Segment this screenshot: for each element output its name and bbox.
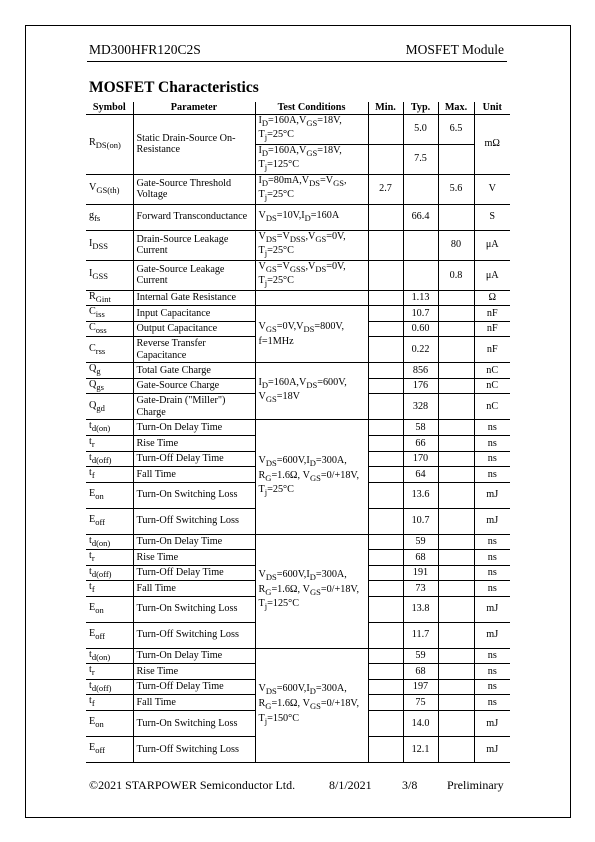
typ-cell: 14.0 (403, 710, 438, 736)
min-cell (368, 420, 403, 436)
symbol-cell: $g_{fs}$ (86, 204, 133, 230)
min-cell (368, 363, 403, 379)
unit-cell: ns (474, 679, 510, 695)
symbol-cell: $t_r$ (86, 550, 133, 566)
parameter-cell: Turn-Off Switching Loss (133, 736, 255, 762)
symbol-cell: $t_r$ (86, 664, 133, 680)
typ-cell: 58 (403, 420, 438, 436)
unit-cell: nF (474, 306, 510, 322)
min-cell (368, 321, 403, 337)
min-cell (368, 144, 403, 174)
col-symbol: Symbol (86, 102, 133, 114)
part-number: MD300HFR120C2S (89, 42, 201, 57)
header-rule (87, 61, 507, 62)
min-cell (368, 260, 403, 290)
typ-cell (403, 230, 438, 260)
max-cell: 0.8 (438, 260, 474, 290)
max-cell (438, 420, 474, 436)
max-cell (438, 467, 474, 483)
typ-cell: 328 (403, 394, 438, 420)
parameter-cell: Static Drain-Source On-Resistance (133, 114, 255, 174)
parameter-cell: Rise Time (133, 436, 255, 452)
parameter-cell: Internal Gate Resistance (133, 290, 255, 306)
max-cell (438, 534, 474, 550)
max-cell (438, 378, 474, 394)
module-type: MOSFET Module (405, 42, 504, 57)
parameter-cell: Fall Time (133, 581, 255, 597)
min-cell (368, 508, 403, 534)
symbol-cell: $Q_g$ (86, 363, 133, 379)
col-parameter: Parameter (133, 102, 255, 114)
typ-cell: 11.7 (403, 622, 438, 648)
symbol-cell: $t_{d(off)}$ (86, 451, 133, 467)
min-cell (368, 596, 403, 622)
typ-cell (403, 260, 438, 290)
max-cell (438, 337, 474, 363)
symbol-cell: $t_r$ (86, 436, 133, 452)
parameter-cell: Total Gate Charge (133, 363, 255, 379)
parameter-cell: Rise Time (133, 664, 255, 680)
col-test-conditions: Test Conditions (255, 102, 368, 114)
parameter-cell: Forward Transconductance (133, 204, 255, 230)
symbol-cell: $I_{DSS}$ (86, 230, 133, 260)
col-typ: Typ. (403, 102, 438, 114)
typ-cell: 0.22 (403, 337, 438, 363)
test-conditions-cell: $V_{GS}=V_{GSS},V_{DS}=0V$, $T_j=25^\circ C$ (255, 260, 368, 290)
unit-cell: μA (474, 260, 510, 290)
parameter-cell: Output Capacitance (133, 321, 255, 337)
min-cell (368, 664, 403, 680)
unit-cell: nC (474, 378, 510, 394)
page-number: 3/8 (402, 778, 418, 792)
min-cell (368, 695, 403, 711)
unit-cell: mJ (474, 596, 510, 622)
typ-cell: 197 (403, 679, 438, 695)
symbol-cell: $t_f$ (86, 467, 133, 483)
typ-cell: 856 (403, 363, 438, 379)
characteristics-table (86, 102, 510, 763)
test-conditions-cell: $V_{DS}=600V,I_D=300A$, $R_G=1.6\Omega$, $V_{GS}=0/+18V$, $T_j=150^\circ C$ (255, 648, 368, 762)
symbol-cell: $t_f$ (86, 581, 133, 597)
parameter-cell: Turn-Off Delay Time (133, 679, 255, 695)
table-row (86, 306, 510, 322)
max-cell: 5.6 (438, 174, 474, 204)
unit-cell: Ω (474, 290, 510, 306)
parameter-cell: Fall Time (133, 467, 255, 483)
min-cell (368, 114, 403, 144)
max-cell (438, 204, 474, 230)
max-cell (438, 622, 474, 648)
typ-cell (403, 174, 438, 204)
unit-cell: ns (474, 451, 510, 467)
unit-cell: ns (474, 534, 510, 550)
max-cell (438, 710, 474, 736)
test-conditions-cell: $I_D=160A,V_{DS}=600V$, $V_{GS}=18V$ (255, 363, 368, 420)
typ-cell: 13.6 (403, 482, 438, 508)
parameter-cell: Gate-Source Threshold Voltage (133, 174, 255, 204)
unit-cell: nC (474, 394, 510, 420)
table-row (86, 174, 510, 204)
typ-cell: 13.8 (403, 596, 438, 622)
col-unit: Unit (474, 102, 510, 114)
unit-cell: ns (474, 695, 510, 711)
unit-cell: nF (474, 337, 510, 363)
max-cell (438, 290, 474, 306)
max-cell (438, 144, 474, 174)
typ-cell: 59 (403, 648, 438, 664)
min-cell (368, 534, 403, 550)
unit-cell: ns (474, 420, 510, 436)
symbol-cell: $E_{on}$ (86, 710, 133, 736)
unit-cell: mJ (474, 622, 510, 648)
typ-cell: 73 (403, 581, 438, 597)
table-header-row (86, 102, 510, 114)
typ-cell: 176 (403, 378, 438, 394)
parameter-cell: Turn-On Switching Loss (133, 710, 255, 736)
table-row (86, 648, 510, 664)
max-cell (438, 550, 474, 566)
copyright: ©2021 STARPOWER Semiconductor Ltd. (89, 778, 296, 792)
typ-cell: 1.13 (403, 290, 438, 306)
symbol-cell: $I_{GSS}$ (86, 260, 133, 290)
typ-cell: 68 (403, 664, 438, 680)
max-cell (438, 596, 474, 622)
max-cell (438, 436, 474, 452)
min-cell (368, 736, 403, 762)
symbol-cell: $E_{off}$ (86, 736, 133, 762)
min-cell: 2.7 (368, 174, 403, 204)
typ-cell: 66.4 (403, 204, 438, 230)
typ-cell: 191 (403, 565, 438, 581)
table-row (86, 260, 510, 290)
unit-cell: ns (474, 648, 510, 664)
test-conditions-cell: $V_{DS}=10V,I_D=160A$ (255, 204, 368, 230)
symbol-cell: $C_{oss}$ (86, 321, 133, 337)
unit-cell: mΩ (474, 114, 510, 174)
unit-cell: ns (474, 550, 510, 566)
min-cell (368, 565, 403, 581)
unit-cell: V (474, 174, 510, 204)
symbol-cell: $E_{on}$ (86, 596, 133, 622)
unit-cell: S (474, 204, 510, 230)
parameter-cell: Turn-Off Switching Loss (133, 508, 255, 534)
symbol-cell: $E_{off}$ (86, 622, 133, 648)
max-cell (438, 508, 474, 534)
symbol-cell: $t_{d(on)}$ (86, 420, 133, 436)
min-cell (368, 622, 403, 648)
unit-cell: ns (474, 565, 510, 581)
symbol-cell: $t_{d(on)}$ (86, 648, 133, 664)
unit-cell: mJ (474, 736, 510, 762)
min-cell (368, 451, 403, 467)
parameter-cell: Turn-On Delay Time (133, 420, 255, 436)
parameter-cell: Fall Time (133, 695, 255, 711)
doc-status: Preliminary (447, 778, 504, 792)
unit-cell: ns (474, 467, 510, 483)
symbol-cell: $V_{GS(th)}$ (86, 174, 133, 204)
col-max: Max. (438, 102, 474, 114)
parameter-cell: Gate-Drain ("Miller") Charge (133, 394, 255, 420)
symbol-cell: $t_{d(off)}$ (86, 565, 133, 581)
min-cell (368, 482, 403, 508)
min-cell (368, 290, 403, 306)
test-conditions-cell (255, 290, 368, 306)
test-conditions-cell: $I_D=160A,V_{GS}=18V$, $T_j=25^\circ C$ (255, 114, 368, 144)
symbol-cell: $R_{DS(on)}$ (86, 114, 133, 174)
symbol-cell: $E_{on}$ (86, 482, 133, 508)
table-row (86, 534, 510, 550)
max-cell: 6.5 (438, 114, 474, 144)
max-cell (438, 482, 474, 508)
min-cell (368, 204, 403, 230)
test-conditions-cell: $V_{DS}=600V,I_D=300A$, $R_G=1.6\Omega$, $V_{GS}=0/+18V$, $T_j=125^\circ C$ (255, 534, 368, 648)
test-conditions-cell: $V_{DS}=600V,I_D=300A$, $R_G=1.6\Omega$, $V_{GS}=0/+18V$, $T_j=25^\circ C$ (255, 420, 368, 534)
min-cell (368, 378, 403, 394)
symbol-cell: $C_{iss}$ (86, 306, 133, 322)
parameter-cell: Turn-On Delay Time (133, 534, 255, 550)
symbol-cell: $R_{Gint}$ (86, 290, 133, 306)
max-cell (438, 664, 474, 680)
max-cell (438, 306, 474, 322)
symbol-cell: $t_f$ (86, 695, 133, 711)
table-row (86, 204, 510, 230)
typ-cell: 10.7 (403, 508, 438, 534)
parameter-cell: Reverse Transfer Capacitance (133, 337, 255, 363)
parameter-cell: Rise Time (133, 550, 255, 566)
min-cell (368, 467, 403, 483)
min-cell (368, 337, 403, 363)
typ-cell: 0.60 (403, 321, 438, 337)
typ-cell: 59 (403, 534, 438, 550)
unit-cell: μA (474, 230, 510, 260)
typ-cell: 5.0 (403, 114, 438, 144)
col-min: Min. (368, 102, 403, 114)
test-conditions-cell: $I_D=80mA,V_{DS}=V_{GS}$, $T_j=25^\circ C$ (255, 174, 368, 204)
min-cell (368, 230, 403, 260)
typ-cell: 75 (403, 695, 438, 711)
table-row (86, 363, 510, 379)
parameter-cell: Input Capacitance (133, 306, 255, 322)
typ-cell: 7.5 (403, 144, 438, 174)
unit-cell: ns (474, 436, 510, 452)
unit-cell: ns (474, 664, 510, 680)
max-cell (438, 581, 474, 597)
parameter-cell: Gate-Source Leakage Current (133, 260, 255, 290)
max-cell (438, 394, 474, 420)
test-conditions-cell: $V_{GS}=0V,V_{DS}=800V$, f=1MHz (255, 306, 368, 363)
min-cell (368, 710, 403, 736)
parameter-cell: Gate-Source Charge (133, 378, 255, 394)
symbol-cell: $C_{rss}$ (86, 337, 133, 363)
max-cell (438, 648, 474, 664)
symbol-cell: $t_{d(off)}$ (86, 679, 133, 695)
typ-cell: 10.7 (403, 306, 438, 322)
table-row (86, 290, 510, 306)
max-cell (438, 736, 474, 762)
symbol-cell: $t_{d(on)}$ (86, 534, 133, 550)
unit-cell: nC (474, 363, 510, 379)
parameter-cell: Turn-On Switching Loss (133, 482, 255, 508)
unit-cell: mJ (474, 508, 510, 534)
typ-cell: 12.1 (403, 736, 438, 762)
max-cell (438, 565, 474, 581)
footer-date: 8/1/2021 (329, 778, 372, 792)
symbol-cell: $Q_{gd}$ (86, 394, 133, 420)
min-cell (368, 648, 403, 664)
min-cell (368, 581, 403, 597)
table-row (86, 230, 510, 260)
typ-cell: 68 (403, 550, 438, 566)
test-conditions-cell: $V_{DS}=V_{DSS},V_{GS}=0V$, $T_j=25^\circ C$ (255, 230, 368, 260)
typ-cell: 66 (403, 436, 438, 452)
max-cell (438, 695, 474, 711)
parameter-cell: Turn-On Delay Time (133, 648, 255, 664)
unit-cell: mJ (474, 710, 510, 736)
parameter-cell: Turn-Off Delay Time (133, 565, 255, 581)
min-cell (368, 550, 403, 566)
max-cell (438, 679, 474, 695)
section-title: MOSFET Characteristics (89, 79, 259, 96)
parameter-cell: Drain-Source Leakage Current (133, 230, 255, 260)
typ-cell: 170 (403, 451, 438, 467)
min-cell (368, 394, 403, 420)
parameter-cell: Turn-Off Switching Loss (133, 622, 255, 648)
max-cell (438, 451, 474, 467)
symbol-cell: $Q_{gs}$ (86, 378, 133, 394)
min-cell (368, 306, 403, 322)
parameter-cell: Turn-Off Delay Time (133, 451, 255, 467)
typ-cell: 64 (403, 467, 438, 483)
table-row (86, 114, 510, 144)
test-conditions-cell: $I_D=160A,V_{GS}=18V$, $T_j=125^\circ C$ (255, 144, 368, 174)
parameter-cell: Turn-On Switching Loss (133, 596, 255, 622)
max-cell (438, 363, 474, 379)
unit-cell: mJ (474, 482, 510, 508)
min-cell (368, 436, 403, 452)
max-cell (438, 321, 474, 337)
symbol-cell: $E_{off}$ (86, 508, 133, 534)
min-cell (368, 679, 403, 695)
max-cell: 80 (438, 230, 474, 260)
unit-cell: ns (474, 581, 510, 597)
unit-cell: nF (474, 321, 510, 337)
table-row (86, 420, 510, 436)
